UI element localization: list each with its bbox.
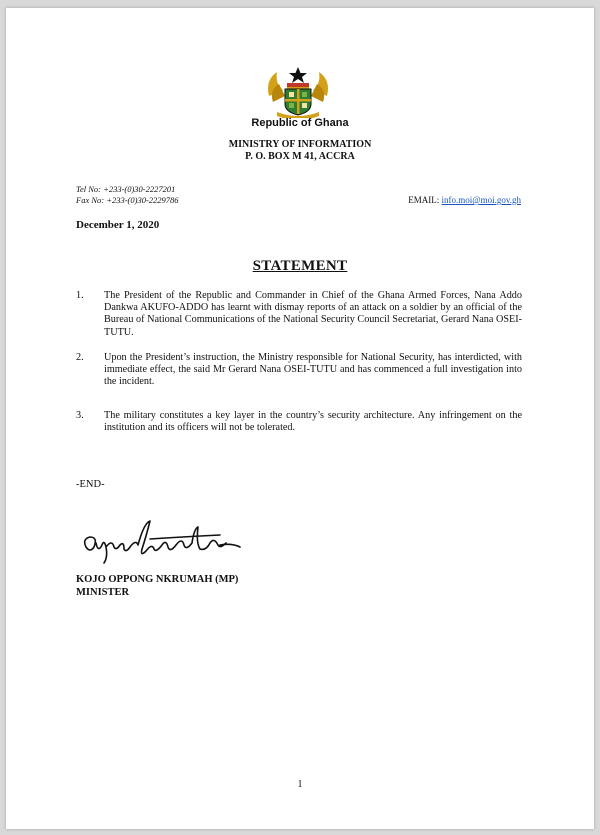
paragraph-text: Upon the President’s instruction, the Ministry responsible for National Security, has interdicted, with immediate effect, the said Mr Gerard Nana OSEI-TUTU and has commenced a full investigation into the incident.	[104, 352, 522, 388]
end-marker: -END-	[76, 479, 105, 490]
signatory-block	[76, 573, 238, 599]
ghana-coat-of-arms-icon	[263, 66, 333, 118]
contact-numbers	[76, 184, 179, 206]
paragraph-3	[76, 410, 522, 434]
page-number: 1	[297, 779, 303, 790]
paragraph-2	[76, 352, 522, 389]
republic-name: Republic of Ghana	[251, 117, 349, 129]
email-link[interactable]: info.moi@moi.gov.gh	[441, 195, 521, 205]
ministry-header	[0, 139, 600, 163]
tel-number: Tel No: +233-(0)30-2227201	[76, 184, 176, 194]
signature-image	[80, 517, 250, 565]
paragraph-number: 3.	[76, 410, 84, 421]
signatory-title: MINISTER	[76, 587, 130, 598]
email-label: EMAIL:	[408, 195, 442, 205]
ministry-name: MINISTRY OF INFORMATION	[228, 139, 372, 150]
paragraph-number: 1.	[76, 290, 84, 301]
paragraph-text: The military constitutes a key layer in the country’s security architecture. Any infringement on the institution and its officers will not be tolerated.	[104, 410, 522, 434]
paragraph-number: 2.	[76, 352, 84, 363]
paragraph-text: The President of the Republic and Commander in Chief of the Ghana Armed Forces, Nana Addo Dankwa AKUFO-ADDO has learnt with dismay reports of an attack on a soldier by an official of the Bureau of National Communications of the National Security Council Secretariat, Gerard Nana OSEI-TUTU.	[104, 290, 522, 338]
paragraph-1	[76, 290, 522, 339]
statement-heading: STATEMENT	[252, 258, 348, 274]
fax-number: Fax No: +233-(0)30-2229786	[76, 195, 179, 205]
statement-date: December 1, 2020	[76, 219, 160, 231]
signatory-name: KOJO OPPONG NKRUMAH (MP)	[76, 574, 239, 585]
ministry-address: P. O. BOX M 41, ACCRA	[245, 151, 355, 162]
email-line	[408, 195, 521, 205]
